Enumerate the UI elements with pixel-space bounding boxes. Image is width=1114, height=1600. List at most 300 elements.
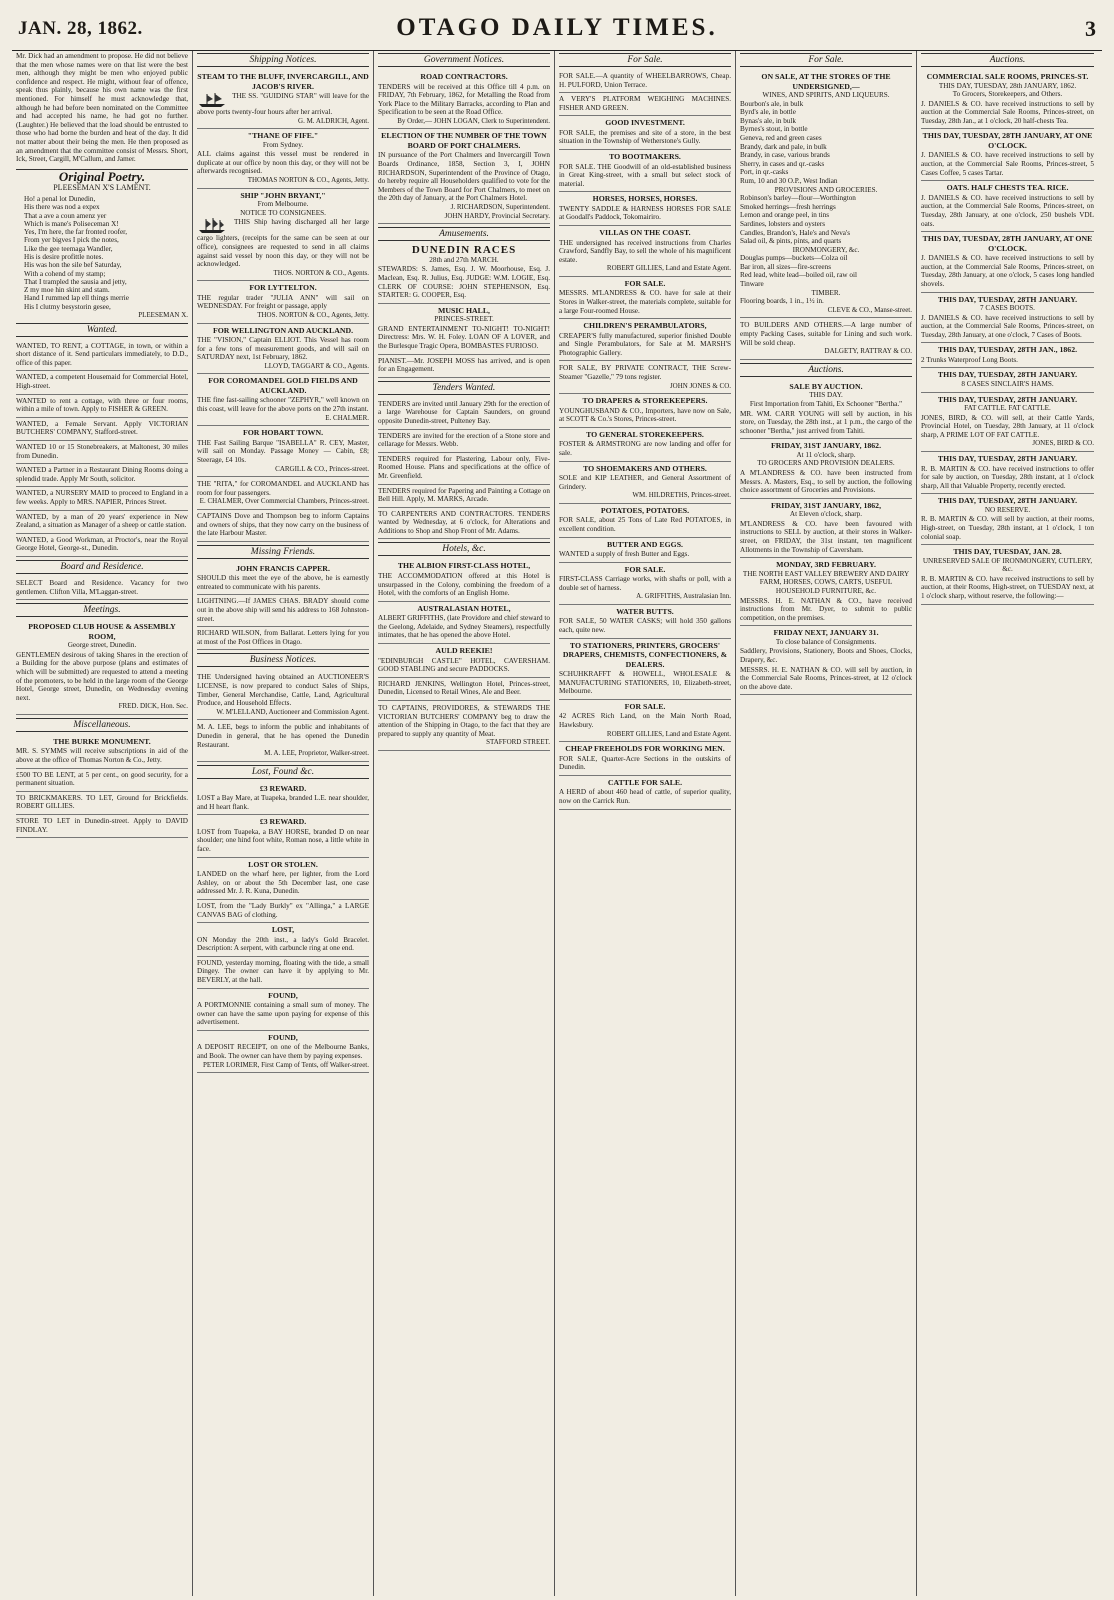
government-heading: Government Notices.	[378, 53, 550, 67]
ad-subheading: 7 CASES BOOTS.	[980, 304, 1035, 312]
ad-heading: FOR WELLINGTON AND AUCKLAND.	[212, 325, 354, 335]
ad-signature: A. GRIFFITHS, Australasian Inn.	[636, 592, 731, 601]
wanted-ad: WANTED a Partner in a Restaurant Dining Rooms doing a splendid trade. Apply Mr South, solicitor.	[16, 464, 188, 487]
ad-signature: JONES, BIRD & CO.	[1032, 439, 1094, 448]
ad-heading: THIS DAY, TUESDAY, 28TH JANUARY.	[937, 454, 1078, 464]
ad-signature: W. M'LELLAND, Auctioneer and Commission Agent.	[216, 707, 369, 716]
poem-line: Z my moe hin skint and stam.	[24, 286, 110, 295]
wanted-ad: WANTED, a competent Housemaid for Commercial Hotel, High-street.	[16, 371, 188, 394]
shipping-ad	[197, 324, 369, 375]
auction-ad	[921, 70, 1094, 129]
sale-ad	[559, 538, 731, 563]
page-number: 3	[1085, 16, 1096, 41]
list-item: Rum, 10 and 30 O.P., West Indian	[740, 176, 838, 185]
business-ad	[197, 670, 369, 720]
ad-heading: HORSES, HORSES, HORSES.	[592, 194, 698, 204]
shipping-ad	[197, 426, 369, 477]
list-item: Sherry, in cases and qr.-casks	[740, 159, 825, 168]
shipping-ad	[197, 129, 369, 188]
ad-heading: £3 REWARD.	[259, 783, 307, 793]
ad-body: FIRST-CLASS Carriage works, with shafts or poll, with a double set of harness.	[559, 575, 731, 592]
list-item: Flooring boards, 1 in., 1½ in.	[740, 297, 824, 306]
missing-ad: RICHARD WILSON, from Ballarat. Letters lying for you at most of the Post Offices in Otago.	[197, 627, 369, 650]
auction-ad	[740, 380, 912, 439]
sale-ad	[559, 605, 731, 639]
ad-heading: STEAM TO THE BLUFF, INVERCARGILL, AND JACOB'S RIVER.	[197, 72, 369, 91]
list-item: Sardines, lobsters and oysters	[740, 219, 826, 228]
ad-heading: THIS DAY, TUESDAY, 28TH JANUARY.	[937, 370, 1078, 380]
ad-body: 2 Trunks Waterproof Long Boots.	[921, 355, 1018, 364]
money-ad: £500 TO BE LENT, at 5 per cent., on good security, for a permanent situation.	[16, 769, 188, 792]
sale-ad	[559, 226, 731, 277]
auction-ad	[921, 545, 1094, 604]
ad-subheading: UNRESERVED SALE OF IRONMONGERY, CUTLERY, &c.	[922, 556, 1093, 574]
auctions-heading: Auctions.	[740, 363, 912, 377]
ad-body	[197, 92, 369, 117]
ad-subheading: To close balance of Consignments.	[775, 637, 877, 646]
ad-body: MR. WM. CARR YOUNG will sell by auction, in his store, on Tuesday, the 28th inst., at 1 p.m., the cargo of the schooner "Bertha," just arrived from Tahiti.	[740, 409, 912, 435]
ad-body: SCHUHKRAFFT & HOWELL, WHOLESALE & MANUFACTURING STATIONERS, 10, Elizabeth-street, Melbourne.	[559, 670, 731, 696]
ad-heading: FOUND,	[268, 1032, 298, 1042]
sale-ad	[559, 277, 731, 319]
poetry-heading: Original Poetry.	[16, 169, 188, 182]
ad-subheading: TIMBER.	[811, 288, 841, 297]
ad-subheading: IRONMONGERY, &c.	[792, 245, 860, 254]
auction-ad	[921, 452, 1094, 494]
lost-ad	[197, 923, 369, 957]
ad-body-text: THIS Ship having discharged all her large cargo lighters, (receipts for the same can be seen at our office), consignees are requested to send in all claims against said vessel by noon this day, or they will not be acknowledged.	[197, 218, 369, 269]
ad-heading: FOR SALE.	[624, 278, 666, 288]
tender-ad: TENDERS are invited for the erection of a Stone store and cellarage for Messrs. Webb.	[378, 430, 550, 453]
ad-subheading: WINES, AND SPIRITS, AND LIQUEURS.	[762, 91, 890, 99]
sale-ad	[559, 504, 731, 538]
ship-icon	[197, 218, 227, 234]
shipping-ad	[197, 477, 369, 510]
sale-ad	[559, 319, 731, 361]
shipping-ad: CAPTAINS Dove and Thompson beg to inform Captains and owners of ships, that they now carry on the business of the late Harbour Master.	[197, 510, 369, 542]
ship-icon	[197, 92, 227, 108]
hotels-heading: Hotels, &c.	[378, 542, 550, 556]
ad-heading: ROAD CONTRACTORS.	[420, 72, 508, 81]
list-item: Brandy, in case, various brands	[740, 151, 830, 160]
sale-ad	[559, 742, 731, 776]
ad-body: R. B. MARTIN & CO. have received instructions to offer for sale by auction, on Tuesday, 28th instant, at 1 o'clock sharp, All that Valuable Property, recently erected.	[921, 464, 1094, 490]
ad-signature: ROBERT GILLIES, Land and Estate Agent.	[606, 264, 731, 273]
tender-ad: TENDERS required for Plastering, Labour only, Five-Roomed House. Plans and specifications at the office of Mr. Greenfield.	[378, 453, 550, 485]
poem-line: His I clutmy besystorin gesee,	[24, 302, 111, 311]
ad-heading: CHEAP FREEHOLDS FOR WORKING MEN.	[565, 744, 725, 754]
found-ad	[197, 1031, 369, 1073]
ad-heading: AUSTRALASIAN HOTEL,	[417, 603, 511, 613]
ad-heading: WATER BUTTS.	[616, 606, 674, 616]
ad-heading: £3 REWARD.	[259, 817, 307, 827]
ad-heading: FOR LYTTELTON.	[249, 283, 317, 293]
auction-ad	[921, 494, 1094, 545]
ad-heading: ON SALE, AT THE STORES OF THE UNDERSIGNED,—	[761, 72, 891, 91]
tenders-heading: Tenders Wanted.	[378, 381, 550, 395]
ad-signature: WM. HILDRETHS, Princes-street.	[632, 491, 731, 500]
ad-body: GRAND ENTERTAINMENT TO-NIGHT! TO-NIGHT! Directress: Mrs. W. H. Foley. LOAN OF A LOVER, and the Burlesque Tragic Opera, BOMBASTES FURIOSO.	[378, 324, 550, 350]
list-item: Candles, Brandon's, Hale's and Neva's	[740, 228, 851, 237]
ad-heading: MUSIC HALL,	[438, 305, 490, 315]
wanted-ad: WANTED, a NURSERY MAID to proceed to England in a few weeks. Apply to MRS. NAPIER, Princes Street.	[16, 487, 188, 510]
ad-signature: By Order,— JOHN LOGAN, Clerk to Superintendent.	[397, 116, 550, 125]
tender-ad: TENDERS are invited until January 29th for the erection of a large Warehouse for Captain Saunders, on ground opposite Dunedin-street, Pulteney Bay.	[378, 398, 550, 430]
board-heading: Board and Residence.	[16, 560, 188, 574]
ad-heading: THE ALBION FIRST-CLASS HOTEL,	[397, 561, 531, 571]
ad-body: TO CAPTAINS, PROVIDORES, & STEWARDS THE VICTORIAN BUTCHERS' COMPANY beg to draw the attention of the Shipping in Otago, to the fact that they are prepared to supply any quantity of Meat.	[378, 703, 550, 738]
ad-body: THE fine fast-sailing schooner "ZEPHYR," well known on this coast, will leave for the above ports on the 27th instant.	[197, 396, 369, 414]
government-ad	[378, 70, 550, 129]
ad-body: A M'LANDRESS & CO. have been instructed from Messrs. A. Masters, Esq., to sell by auction, the following choice assortment of Groceries and Provisions.	[740, 468, 912, 495]
ad-subheading: NOTICE TO CONSIGNEES.	[240, 208, 326, 217]
sale-ad: A VERY'S PLATFORM WEIGHING MACHINES. FISHER AND GREEN.	[559, 93, 731, 116]
columns	[12, 51, 1102, 1596]
poem-line: His is desire profittle notes.	[24, 252, 104, 261]
ad-heading: THIS DAY, TUESDAY, 28TH JANUARY.	[937, 394, 1078, 404]
column-4	[555, 51, 736, 1596]
ad-heading: GOOD INVESTMENT.	[605, 118, 685, 128]
newspaper-title: OTAGO DAILY TIMES.	[396, 14, 718, 41]
ad-signature: STAFFORD STREET.	[486, 738, 550, 747]
for-sale-heading: For Sale.	[740, 53, 912, 67]
ad-subheading: At 11 o'clock, sharp.	[796, 450, 856, 459]
ad-body: J. DANIELS & CO. have received instructions to sell by auction at the Commercial Sale Rooms, Princes-street, on Tuesday, 28th Jan., at 1 o'clock, 20 half-chests Tea.	[921, 99, 1094, 125]
poem-signature: PLEESEMAN X.	[138, 311, 188, 320]
ad-signature: CLEVE & CO., Manse-street.	[827, 305, 912, 314]
ad-body: M'LANDRESS & CO. have been favoured with instructions to SELL by auction, at their stores in Walker-street, on FRIDAY, the 31st instant, ten magnificent Allotments in the Township of Caversham.	[740, 519, 912, 554]
ad-body: TENDERS will be received at this Office till 4 p.m. on FRIDAY, 7th February, 1862, for Metalling the Road from York Place to the Military Barracks, according to Plan and Specification to be seen at the Road Office.	[378, 82, 550, 117]
misc-heading: Miscellaneous.	[16, 718, 188, 732]
races-ad	[378, 244, 550, 303]
shipping-ad	[197, 189, 369, 282]
sale-ad	[559, 563, 731, 605]
auction-ad	[740, 439, 912, 498]
ad-heading: FRIDAY NEXT, JANUARY 31.	[773, 628, 879, 638]
sale-ad	[559, 150, 731, 192]
list-item: Salad oil, & pints, pints, and quarts	[740, 237, 842, 246]
ad-heading: COMMERCIAL SALE ROOMS, PRINCES-ST.	[926, 72, 1089, 81]
ad-heading: THE BURKE MONUMENT.	[53, 736, 151, 746]
shipping-ad	[197, 70, 369, 129]
ad-heading: THIS DAY, TUESDAY, 28TH JANUARY, AT ONE O'CLOCK.	[922, 234, 1093, 253]
sale-ad: FOR SALE.—A quantity of WHEELBARROWS, Cheap. H. PULFORD, Union Terrace.	[559, 70, 731, 93]
ad-subheading: PRINCES-STREET.	[434, 315, 494, 324]
music-hall-ad	[378, 304, 550, 355]
ad-heading: THIS DAY, TUESDAY, 28TH JANUARY.	[937, 294, 1078, 304]
ad-signature: PETER LORIMER, First Camp of Tents, off Walker-street.	[202, 1060, 369, 1069]
brickmakers-ad: TO BRICKMAKERS. TO LET, Ground for Brickfields. ROBERT GILLIES.	[16, 792, 188, 815]
ad-heading: PROPOSED CLUB HOUSE & ASSEMBLY ROOM,	[28, 622, 176, 641]
poem-line: That I trampled the sausia and jetty,	[24, 277, 127, 286]
sale-ad	[559, 700, 731, 742]
ad-body: R. B. MARTIN & CO. have received instructions to sell by auction, at their Rooms, High-street, on TUESDAY next, at 1 o'clock sharp, without reserve, the following:—	[921, 574, 1094, 601]
auction-ad	[921, 343, 1094, 368]
ad-body: J. DANIELS & CO. have received instructions to sell by auction, at the Commercial Sale Rooms, Princes-street, on Tuesday, 28th January, at one o'clock, 250 bushels VDL oats.	[921, 193, 1094, 228]
poem-line: Which is mane's Poliseceman X!	[24, 219, 119, 228]
ad-heading: TO BOOTMAKERS.	[609, 152, 681, 162]
ad-body: FOR SALE. THE Goodwill of an old-established business in Great King-street, with a small but select stock of material.	[559, 162, 731, 188]
ad-body: A DEPOSIT RECEIPT, on one of the Melbourne Banks, and Book. The owner can have them by paying expenses.	[197, 1043, 369, 1060]
ad-signature: E. CHALMER.	[325, 413, 369, 422]
ad-heading: CHILDREN'S PERAMBULATORS,	[583, 321, 707, 331]
missing-heading: Missing Friends.	[197, 545, 369, 559]
ad-heading: JOHN FRANCIS CAPPER.	[236, 563, 330, 573]
ad-body-text: THE SS. "GUIDING STAR" will leave for the above ports twenty-four hours after her arrival.	[197, 92, 370, 116]
ad-heading: DUNEDIN RACES	[411, 244, 517, 257]
ad-body: FOR SALE, Quarter-Acre Sections in the outskirts of Dunedin.	[559, 754, 731, 772]
ad-signature: G. M. ALDRICH, Agent.	[298, 116, 369, 125]
ad-body: R. B. MARTIN & CO. will sell by auction, at their rooms, High-street, on Tuesday, 28th instant, at 1 o'clock, 1 ton colonial soap.	[921, 515, 1094, 541]
ad-body	[197, 218, 369, 268]
poem-line: His was hon the sile bef Saturday,	[24, 261, 122, 270]
sale-ad	[559, 776, 731, 810]
auction-ad	[921, 368, 1094, 392]
list-item: Brandy, dark and pale, in bulk	[740, 142, 827, 151]
sale-ad	[559, 361, 731, 394]
column-3	[374, 51, 555, 1596]
ad-body: SHOULD this meet the eye of the above, he is earnestly entreated to communicate with his parents.	[197, 574, 369, 591]
hotel-ad	[378, 602, 550, 644]
ad-signature: THOS. NORTON & CO., Agents, Jetty.	[257, 311, 369, 319]
ad-body: Saddlery, Provisions, Stationery, Boots and Shoes, Clocks, Drapery, &c.	[740, 647, 912, 664]
tender-ad: TO CARPENTERS AND CONTRACTORS. TENDERS wanted by Wednesday, at 6 o'clock, for Alterations and Additions to Shop and Shop Front of Mr. Adams.	[378, 508, 550, 540]
ad-signature: FRED. DICK, Hon. Sec.	[118, 702, 188, 711]
masthead	[12, 10, 1102, 51]
lost-ad	[197, 782, 369, 816]
sale-ad	[559, 462, 731, 504]
list-item: Douglas pumps—buckets—Colza oil	[740, 254, 848, 263]
ad-body: STEWARDS: S. James, Esq. J. W. Moorhouse, Esq. J. Maclean, Esq. R. Julius, Esq. JUDGE: W.M. LOGIE, Esq. CLERK OF COURSE: JOHN STEPHENSON, Esq. STARTER: G. COOPER, Esq.	[378, 265, 550, 300]
shipping-ad	[197, 281, 369, 323]
lost-heading: Lost, Found &c.	[197, 765, 369, 779]
list-item: Lemon and orange peel, in tins	[740, 211, 830, 220]
business-heading: Business Notices.	[197, 653, 369, 667]
ad-body: FOR SALE, 50 WATER CASKS; will hold 350 gallons each, quite new.	[559, 617, 731, 635]
auctions-heading: Auctions.	[921, 53, 1094, 67]
poem-line: With a cohend of my stamp;	[24, 269, 106, 278]
ad-heading: VILLAS ON THE COAST.	[599, 228, 691, 238]
ad-body: FOR SALE, the premises and site of a store, in the best situation in the Township of Wetherstone's Gully.	[559, 128, 731, 146]
ad-body: M. A. LEE, begs to inform the public and inhabitants of Dunedin in general, that he has opened the Dunedin Restaurant.	[197, 723, 369, 749]
list-item: Byrnes's stout, in bottle	[740, 125, 808, 134]
wanted-ad: WANTED, TO RENT, a COTTAGE, in town, or within a short distance of it. Send particulars immediately, to D.D., office of this paper.	[16, 340, 188, 372]
ad-heading: TO SHOEMAKERS AND OTHERS.	[583, 463, 707, 473]
ad-signature: THOMAS NORTON & CO., Agents, Jetty.	[247, 176, 369, 185]
ad-heading: TO GENERAL STOREKEEPERS.	[586, 429, 704, 439]
ad-body: SOLE and KIP LEATHER, and General Assortment of Grindery.	[559, 474, 731, 491]
ad-body: GENTLEMEN desirous of taking Shares in the erection of a Building for the above purpose (plans and estimates of which will be submitted) are requested to attend a meeting of the promoters, to be held in the large room of the George Hotel, George street, Dunedin, on Wednesday evening next.	[16, 650, 188, 702]
ad-body: THE Fast Sailing Barque "ISABELLA" R. CEY, Master, will sail on Monday. Passage Money — Cabin, £8; Steerage, £4 10s.	[197, 438, 369, 464]
ad-heading: TO DRAPERS & STOREKEEPERS.	[582, 396, 708, 406]
wanted-ad: WANTED, a Female Servant. Apply VICTORIAN BUTCHERS' COMPANY, Stafford-street.	[16, 418, 188, 441]
ad-body: ALL claims against this vessel must be rendered in duplicate at our office by noon this day, or they will not be afterwards recognised.	[197, 150, 369, 176]
ad-body: LOST a Bay Mare, at Tuapeka, branded L.E. near shoulder, and H heart flank.	[197, 794, 369, 811]
ad-body: MR. S. SYMMS will receive subscriptions in aid of the above at the office of Thomas Norton & Co., Jetty.	[16, 747, 188, 764]
ad-heading: POTATOES, POTATOES.	[600, 505, 690, 515]
ad-body: J. DANIELS & CO. have received instructions to sell by auction, at the Commercial Sale Rooms, Princes-street, on Tuesday, 28th January, at one o'clock, 5 cases long handled shovels.	[921, 254, 1094, 288]
lost-ad	[197, 858, 369, 900]
ad-subheading: At Eleven o'clock, sharp.	[789, 510, 863, 519]
monument-ad	[16, 735, 188, 769]
ad-body: A HERD of about 460 head of cattle, of superior quality, now on the Carrick Run.	[559, 788, 731, 805]
ad-body: MESSRS. H. E. NATHAN & CO., have received instructions from Mr. Dyer, to submit to public competition, on the premises.	[740, 596, 912, 622]
column-1	[12, 51, 193, 1596]
column-6	[917, 51, 1098, 1596]
list-item: Port, in qr.-casks	[740, 168, 789, 177]
amusements-heading: Amusements.	[378, 227, 550, 241]
lost-ad: LOST, from the "Lady Burkly" ex "Allinga," a LARGE CANVAS BAG of clothing.	[197, 900, 369, 923]
ad-signature: JOHN HARDY, Provincial Secretary.	[444, 211, 550, 220]
hotel-ad	[378, 559, 550, 601]
shipping-ad	[197, 374, 369, 426]
wanted-ad: WANTED to rent a cottage, with three or four rooms, within a mile of town. Apply to FISHER & GREEN.	[16, 395, 188, 418]
poem-title: PLEESEMAN X'S LAMENT.	[53, 183, 151, 193]
missing-ad: LIGHTNING.—If JAMES CHAS. BRADY should come out in the above ship will send his address to 168 Johnston-street.	[197, 595, 369, 627]
ad-heading: SALE BY AUCTION.	[789, 381, 863, 391]
article-intro: Mr. Dick had an amendment to propose. He did not believe that the men whose names were on that list were the best men, although they might be men who enjoyed public confidence and respect. He might, without fear of offence, speak thus plainly, because his own name was the first mentioned. For himself he must acknowledge that, although he had before been nominated on the Committee and had accepted his name, he had got no further. (Laughter.) He believed that the load should be entrusted to those who had borne the burden and heat of the day. It did not matter about their being the men. He then proposed as an amendment that the committee consist of Messrs. Short, Ick, Street, Cargill, M'Callum, and Jamer.	[16, 52, 188, 164]
missing-ad	[197, 562, 369, 596]
ad-subheading: From Melbourne.	[257, 200, 309, 209]
ad-subheading: 8 CASES SINCLAIR'S HAMS.	[961, 379, 1054, 388]
sale-ad	[559, 116, 731, 150]
sale-ad	[559, 639, 731, 700]
ad-body: 42 ACRES Rich Land, on the Main North Road, Hawksbury.	[559, 712, 731, 730]
wanted-ad: WANTED 10 or 15 Stonebreakers, at Maltonest, 30 miles from Dunedin.	[16, 441, 188, 464]
ad-body: IN pursuance of the Port Chalmers and Invercargill Town Boards Ordinance, 1858, Section 3, I, JOHN RICHARDSON, Superintendent of the Province of Otago, do hereby require all Householders qualified to vote for the Members of the Town Board for Port Chalmers, to meet on the 20th day of January, at the Port Chalmers Hotel.	[378, 151, 550, 203]
meetings-heading: Meetings.	[16, 603, 188, 617]
ad-body: ALBERT GRIFFITHS, (late Providore and chief steward to the Geelong, Adelaide, and Sydney Steamers), respectfully intimates, that he has opened the above Hotel.	[378, 614, 550, 640]
list-item: Bourbon's ale, in bulk	[740, 99, 804, 108]
found-ad	[197, 989, 369, 1031]
hotel-ad: RICHARD JENKINS, Wellington Hotel, Princes-street, Dunedin, Licensed to Retail Wines, Ale and Beer.	[378, 678, 550, 701]
list-item: Smoked herrings—fresh herrings	[740, 202, 836, 211]
poem-line: Yes, I'm here, the far fronted roofer,	[24, 228, 128, 237]
tender-ad: TENDERS required for Papering and Painting a Cottage on Bell Hill. Apply, M. MARKS, Arcade.	[378, 485, 550, 508]
business-ad	[197, 720, 369, 761]
ad-body: LOST from Tuapeka, a BAY HORSE, branded D on near shoulder; one hind foot white, Roman nose, a little white in face.	[197, 827, 369, 854]
poem	[16, 195, 188, 311]
ad-body: THE "RITA," for COROMANDEL and AUCKLAND has room for four passengers.	[197, 480, 369, 497]
ad-body: FOR SALE, about 25 Tons of Late Red POTATOES, in excellent condition.	[559, 516, 731, 533]
ad-heading: FRIDAY, 31ST JANUARY, 1862.	[770, 441, 882, 451]
ad-heading: AULD REEKIE!	[435, 646, 493, 656]
list-item: Tinware	[740, 280, 764, 289]
ad-body: J. DANIELS & CO. have received instructions to sell by auction, at the Commercial Sale Rooms, Princes-street, on Tuesday, 28th January, at one o'clock, 7 Cases of Boots.	[921, 313, 1094, 339]
ad-signature: LLOYD, TAGGART & CO., Agents.	[264, 361, 369, 370]
auction-ad	[740, 626, 912, 695]
ad-body: J. DANIELS & CO. have received instructions to sell by auction, at the Commercial Sale Rooms, Princes-street, 5 Cases Coffee, 5 cases Tartar.	[921, 151, 1094, 177]
ad-heading: TO STATIONERS, PRINTERS, GROCERS' DRAPERS, CHEMISTS, CONFECTIONERS, & DEALERS.	[562, 640, 728, 669]
ad-heading: LOST,	[271, 925, 295, 935]
shipping-heading: Shipping Notices.	[197, 53, 369, 67]
ad-body: FOSTER & ARMSTRONG are now landing and offer for sale.	[559, 440, 731, 458]
ad-heading: FRIDAY, 31ST JANUARY, 1862,	[770, 500, 882, 510]
ad-body: MESSRS. M'LANDRESS & CO. have for sale at their Stores in Walker-street, the materials complete, suitable for a large Four-roomed House.	[559, 289, 731, 315]
ad-heading: FOR SALE.	[624, 564, 666, 574]
wanted-ad: WANTED, a Good Workman, at Proctor's, near the Royal George Hotel, George-st., Dunedin.	[16, 534, 188, 557]
wanted-ad: WANTED, by a man of 20 years' experience in New Zealand, a situation as Manager of a sheep or cattle station.	[16, 511, 188, 534]
ad-subheading: To Grocers, Storekeepers, and Others.	[952, 90, 1063, 99]
board-ad: SELECT Board and Residence. Vacancy for two gentlemen. Clifton Villa, M'Laggan-street.	[16, 577, 188, 600]
ad-subheading: George street, Dunedin.	[67, 641, 137, 650]
list-item: Bynas's ale, in bulk	[740, 116, 796, 125]
ad-signature: E. CHALMER, Over Commercial Chambers, Princes-street.	[199, 497, 369, 506]
list-item: Byrd's ale, in bottle	[740, 108, 796, 117]
ad-heading: THIS DAY, TUESDAY, 28TH JAN., 1862.	[937, 345, 1078, 355]
ad-signature: M. A. LEE, Proprietor, Walker-street.	[264, 749, 369, 758]
sale-ad	[740, 318, 912, 359]
ad-body: YOUNGHUSBAND & CO., Importers, have now on Sale, at SCOTT & Co.'s Stores, Princes-street.	[559, 406, 731, 424]
list-item: Bar iron, all sizes—fire-screens	[740, 262, 832, 271]
ad-heading: THIS DAY, TUESDAY, 28TH JANUARY, AT ONE O'CLOCK.	[922, 131, 1093, 150]
ad-subheading: 28th and 27th MARCH.	[429, 255, 499, 264]
ad-heading: CATTLE FOR SALE.	[607, 777, 683, 787]
ad-body: THE ACCOMMODATION offered at this Hotel is unsurpassed in the Colony, combining the freedom of a Hotel, with the comforts of an English Home.	[378, 571, 550, 598]
lost-ad	[197, 815, 369, 857]
ad-signature: ROBERT GILLIES, Land and Estate Agent.	[606, 729, 731, 738]
column-2	[193, 51, 374, 1596]
auction-ad	[921, 393, 1094, 452]
found-ad: FOUND, yesterday morning, floating with the tide, a small Dingey. The owner can have it by applying to Mr. BEVERLY, at the hall.	[197, 957, 369, 989]
ad-heading: LOST OR STOLEN.	[248, 859, 318, 869]
list-item: Robinson's barley—flour—Worthington	[740, 194, 856, 203]
sale-ad	[740, 70, 912, 318]
ad-body: TO BUILDERS AND OTHERS.—A large number of empty Packing Cases, suitable for Lining and such work. Will be sold cheap.	[740, 321, 912, 347]
ad-signature: THOS. NORTON & CO., Agents.	[273, 268, 369, 277]
government-ad	[378, 129, 550, 224]
ad-heading: SHIP "JOHN BRYANT,"	[240, 190, 326, 200]
hotel-ad	[378, 644, 550, 678]
ad-signature: DALGETY, RATTRAY & CO.	[824, 347, 912, 356]
ad-heading: MONDAY, 3RD FEBRUARY.	[776, 560, 876, 570]
sale-ad	[559, 192, 731, 226]
auction-ad	[740, 558, 912, 626]
ad-body: WANTED a supply of fresh Butter and Eggs.	[559, 550, 690, 559]
for-sale-heading: For Sale.	[559, 53, 731, 67]
list-item: Red lead, white lead—boiled oil, raw oil	[740, 271, 857, 280]
ad-heading: FOUND,	[268, 990, 298, 1000]
poem-line: That a ave a coun amenz yer	[24, 211, 107, 220]
ad-signature: JOHN JONES & CO.	[669, 381, 731, 390]
ad-heading: "THANE OF FIFE."	[247, 131, 319, 141]
ad-body: THE Undersigned having obtained an AUCTIONEER'S LICENSE, is now prepared to conduct Sales of Ships, Timber, General Merchandise, Cattle, Land, Agricultural Produce, and Household Effects.	[197, 673, 369, 708]
ad-body: THE undersigned has received instructions from Charles Crawford, Sandfly Bay, to sell the whole of his magnificent estate.	[559, 238, 731, 264]
column-5	[736, 51, 917, 1596]
ad-subheading: FAT CATTLE. FAT CATTLE.	[964, 404, 1051, 413]
ad-body: TWENTY SADDLE & HARNESS HORSES FOR SALE at Goodall's Paddock, Tokomairiro.	[559, 204, 731, 222]
ad-subheading: THIS DAY, TUESDAY, 28th JANUARY, 1862.	[938, 81, 1077, 90]
ad-subheading: PROVISIONS AND GROCERIES.	[774, 185, 878, 194]
auction-ad	[921, 181, 1094, 232]
sale-ad	[559, 428, 731, 462]
ad-body: ON Monday the 20th inst., a lady's Gold Bracelet. Description: A serpent, with carbuncle ring at one end.	[197, 935, 369, 953]
auction-ad	[921, 129, 1094, 181]
auction-ad	[921, 232, 1094, 292]
poem-line: His there was nod a expex	[24, 203, 100, 212]
wanted-heading: Wanted.	[16, 323, 188, 337]
butchers-ad	[378, 701, 550, 751]
ad-heading: OATS. HALF CHESTS TEA. RICE.	[946, 183, 1069, 193]
poem-line: From yer bigves I pick the notes,	[24, 236, 119, 245]
issue-date: JAN. 28, 1862.	[18, 18, 143, 39]
ad-heading: FOR SALE.	[624, 701, 666, 711]
ad-signature: CARGILL & CO., Princes-street.	[275, 464, 369, 473]
store-ad: STORE TO LET in Dunedin-street. Apply to DAVID FINDLAY.	[16, 815, 188, 838]
poem-line: Like the gee teemaga Wandler,	[24, 244, 113, 253]
auction-ad	[740, 499, 912, 558]
pianist-ad: PIANIST.—Mr. JOSEPH MOSS has arrived, and is open for an Engagement.	[378, 355, 550, 378]
